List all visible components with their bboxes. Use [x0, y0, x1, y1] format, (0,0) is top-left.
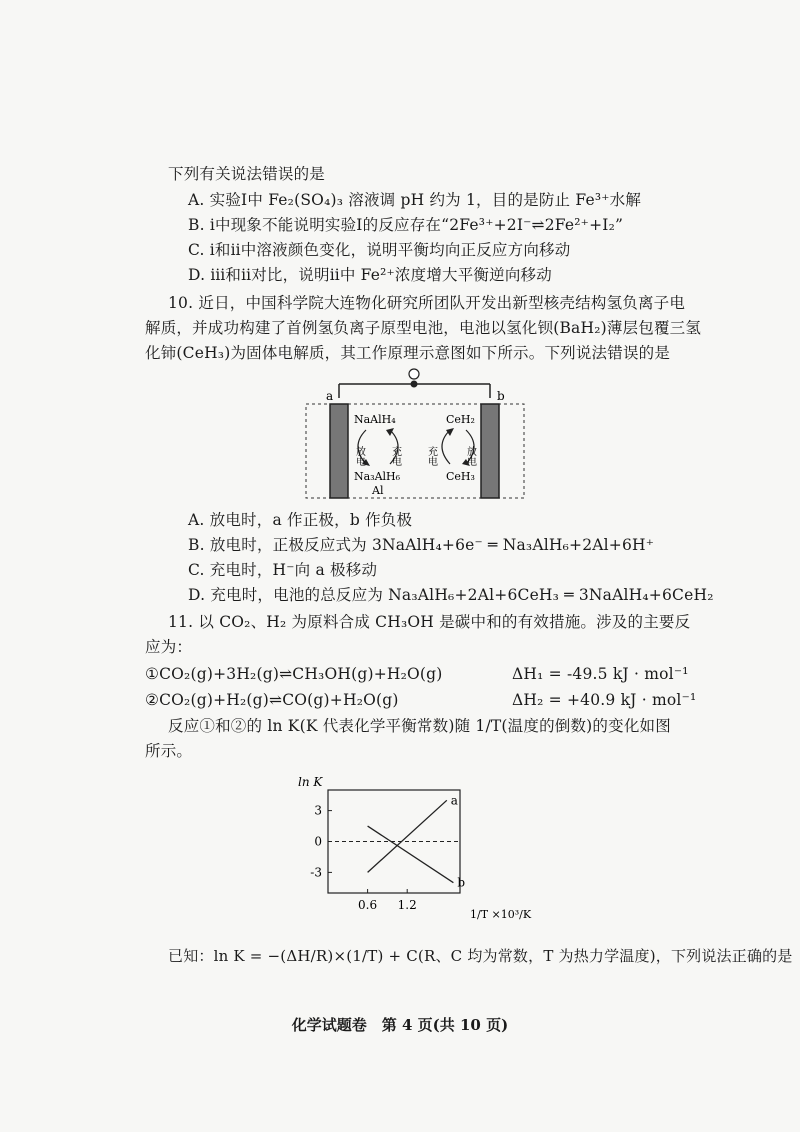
left-top-species: NaAlH₄: [354, 413, 396, 426]
q9-option-b: B. ⅰ中现象不能说明实验Ⅰ的反应存在“2Fe³⁺+2I⁻⇌2Fe²⁺+I₂”: [188, 216, 624, 234]
electrode-a: [330, 404, 348, 498]
chart-xlabel: 1/T ×10³/K: [470, 908, 532, 921]
q11-reaction1-dh: ΔH₁ = -49.5 kJ · mol⁻¹: [512, 665, 689, 683]
chart-series-label-a: a: [450, 793, 458, 808]
left-charge-label: 充电: [389, 446, 401, 466]
q11-line4: 所示。: [145, 742, 193, 760]
left-discharge-label: 放电: [353, 446, 365, 466]
q10-option-a: A. 放电时，a 作正极，b 作负极: [188, 511, 413, 529]
q11-line2: 应为：: [145, 638, 193, 656]
q11-line3: 反应①和②的 ln K(K 代表化学平衡常数)随 1/T(温度的倒数)的变化如图: [168, 717, 671, 735]
page-footer: 化学试题卷 第 4 页(共 10 页): [291, 1016, 509, 1034]
q11-reaction2: ②CO₂(g)+H₂(g)⇌CO(g)+H₂O(g): [145, 691, 399, 709]
q10-line3: 化铈(CeH₃)为固体电解质，其工作原理示意图如下所示。下列说法错误的是: [145, 344, 671, 362]
q10-line1: 10. 近日，中国科学院大连物化研究所团队开发出新型核壳结构氢负离子电: [168, 294, 686, 312]
battery-diagram: [300, 368, 530, 508]
q10-option-d: D. 充电时，电池的总反应为 Na₃AlH₆+2Al+6CeH₃ ═ 3NaAlH₄+6CeH₂: [188, 586, 714, 604]
q9-option-a: A. 实验Ⅰ中 Fe₂(SO₄)₃ 溶液调 pH 约为 1，目的是防止 Fe³⁺水解: [188, 191, 642, 209]
chart-series-line-b: [368, 826, 454, 883]
left-bottom-species-2: Al: [372, 484, 384, 497]
q9-option-c: C. ⅰ和ⅱ中溶液颜色变化，说明平衡均向正反应方向移动: [188, 241, 571, 259]
chart-ytick-label: 0: [314, 834, 322, 849]
right-top-species: CeH₂: [446, 413, 475, 426]
q11-known: 已知：ln K = −(ΔH/R)×(1/T) + C(R、C 均为常数，T 为热力学温度)，下列说法正确的是: [168, 947, 793, 965]
right-discharge-label: 放电: [464, 446, 476, 466]
q11-reaction1: ①CO₂(g)+3H₂(g)⇌CH₃OH(g)+H₂O(g): [145, 665, 443, 683]
chart-ytick-label: -3: [310, 865, 322, 880]
q9-stem: 下列有关说法错误的是: [168, 165, 326, 183]
electrode-b: [481, 404, 499, 498]
right-bottom-species: CeH₃: [446, 470, 475, 483]
chart-xtick-label: 1.2: [397, 898, 417, 912]
right-charge-label: 充电: [425, 446, 437, 466]
left-bottom-species: Na₃AlH₆: [354, 470, 401, 483]
q11-reaction2-dh: ΔH₂ = +40.9 kJ · mol⁻¹: [512, 691, 697, 709]
chart-ylabel: ln K: [298, 775, 323, 789]
chart-series-line-a: [368, 800, 447, 872]
electrode-a-label: a: [326, 389, 334, 403]
q11-line1: 11. 以 CO₂、H₂ 为原料合成 CH₃OH 是碳中和的有效措施。涉及的主要反: [168, 613, 691, 631]
chart-xtick-label: 0.6: [358, 898, 378, 912]
chart-series-label-b: b: [457, 875, 466, 890]
q9-option-d: D. ⅲ和ⅱ对比，说明ⅱ中 Fe²⁺浓度增大平衡逆向移动: [188, 266, 552, 284]
q10-option-b: B. 放电时，正极反应式为 3NaAlH₄+6e⁻ ═ Na₃AlH₆+2Al+6H⁺: [188, 536, 655, 554]
lnk-chart: [290, 768, 550, 933]
q10-option-c: C. 充电时，H⁻向 a 极移动: [188, 561, 378, 579]
electrode-b-label: b: [497, 389, 505, 403]
q10-line2: 解质，并成功构建了首例氢负离子原型电池，电池以氢化钡(BaH₂)薄层包覆三氢: [145, 319, 702, 337]
chart-ytick-label: 3: [314, 803, 322, 818]
